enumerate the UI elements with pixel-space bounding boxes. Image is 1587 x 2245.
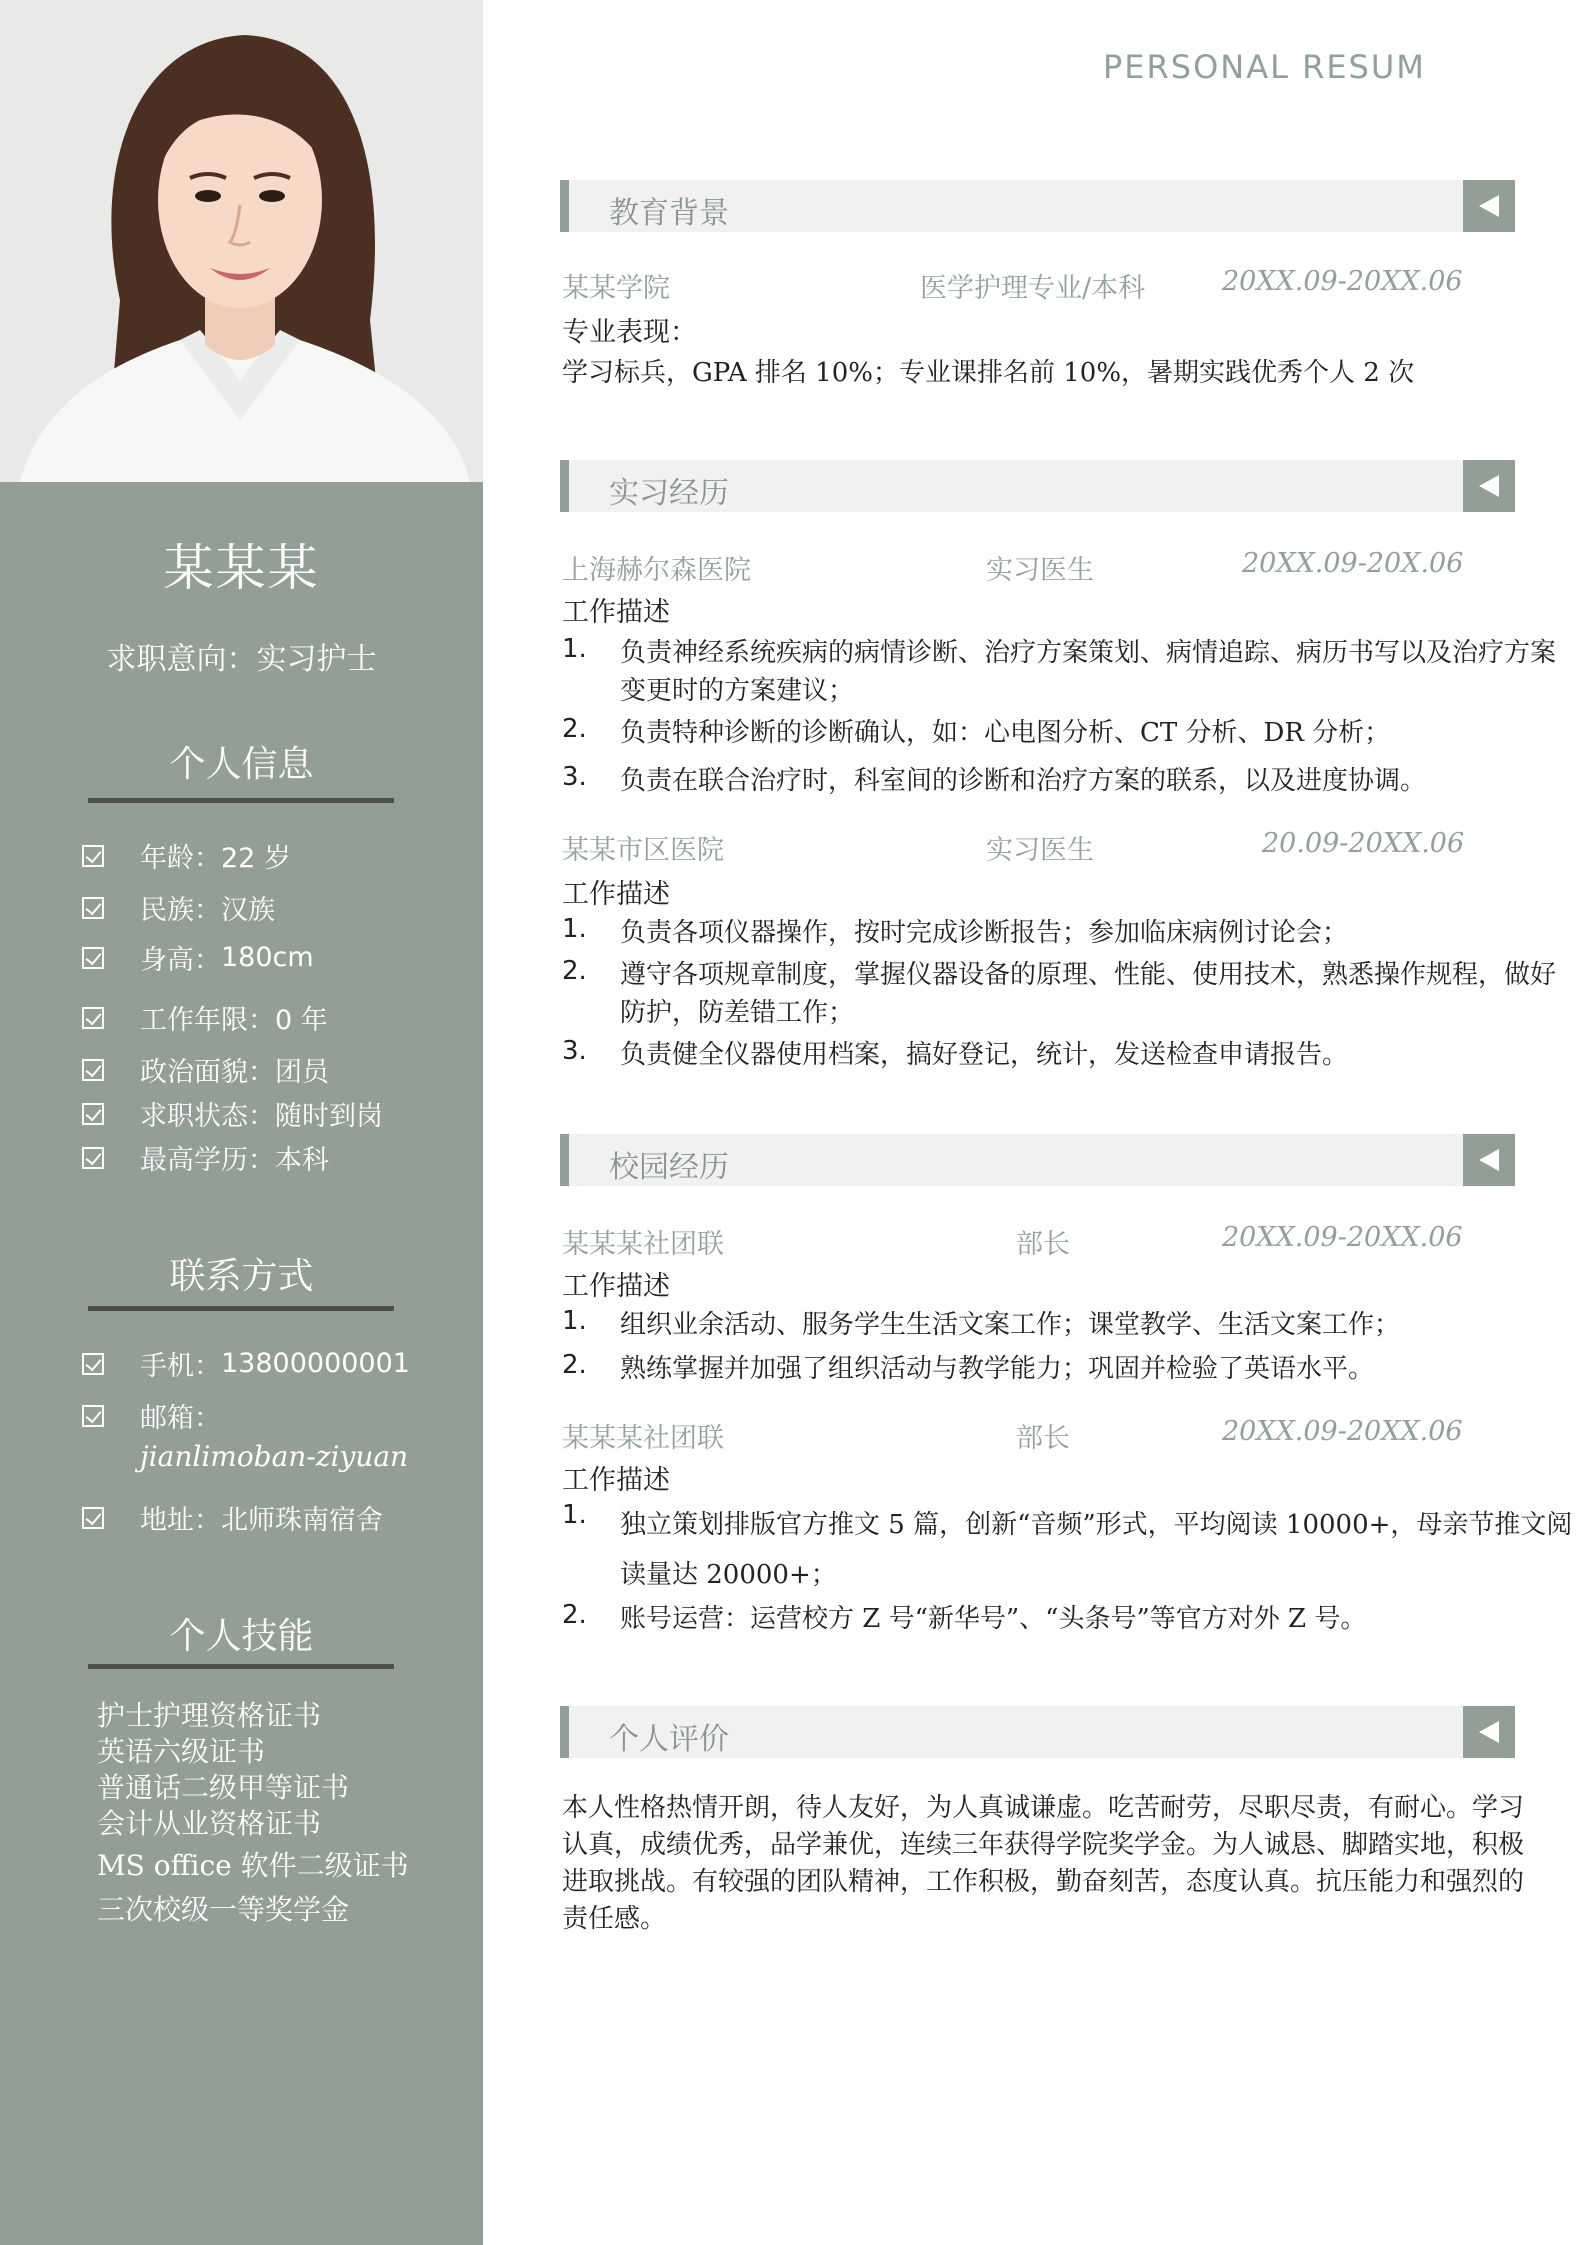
skill-item: 会计从业资格证书 [97, 1807, 322, 1840]
section-title: 校园经历 [609, 1150, 729, 1185]
contact-email-label-row: 邮箱： [82, 1396, 221, 1435]
profile-photo [0, 0, 483, 482]
section-title: 个人评价 [609, 1722, 729, 1757]
resume-title: PERSONAL RESUM [1103, 48, 1426, 86]
contact-heading: 联系方式 [169, 1256, 314, 1297]
education-date: 20XX.09-20XX.06 [1222, 266, 1463, 297]
skill-item: 护士护理资格证书 [97, 1699, 322, 1732]
campus-role: 部长 [1016, 1423, 1070, 1454]
internship-org: 某某市区医院 [562, 835, 724, 866]
section-title: 教育背景 [609, 196, 729, 231]
campus-org: 某某某社团联 [562, 1423, 724, 1454]
internship-role: 实习医生 [986, 835, 1094, 866]
skills-heading: 个人技能 [169, 1616, 314, 1657]
checkbox-icon [82, 947, 104, 969]
campus-date: 20XX.09-20XX.06 [1222, 1222, 1463, 1253]
skills-rule [88, 1664, 394, 1669]
section-internship [560, 460, 1515, 512]
personal-info-rule [88, 798, 394, 803]
info-political: 政治面貌： 团员 [82, 1050, 329, 1089]
candidate-name: 某某某 [163, 539, 320, 597]
info-ethnicity: 民族： 汉族 [82, 888, 275, 927]
skill-item: 三次校级一等奖学金 [97, 1893, 350, 1926]
campus-org: 某某某社团联 [562, 1229, 724, 1260]
skill-item: 普通话二级甲等证书 [97, 1771, 350, 1804]
checkbox-icon [82, 1103, 104, 1125]
evaluation-text: 本人性格热情开朗，待人友好，为人真诚谦虚。吃苦耐劳，尽职尽责，有耐心。学习认真，成绩优秀，品学兼优，连续三年获得学院奖学金。为人诚恳、脚踏实地，积极进取挑战。有较强的团队精神，工作积极，勤奋刻苦，态度认真。抗压能力和强烈的责任感。 [562, 1793, 1525, 1934]
section-title: 实习经历 [609, 476, 729, 511]
personal-info-heading: 个人信息 [169, 744, 314, 785]
campus-date: 20XX.09-20XX.06 [1222, 1416, 1463, 1447]
section-education [560, 180, 1515, 232]
triangle-left-icon [1463, 180, 1515, 232]
contact-address: 地址： 北师珠南宿舍 [82, 1498, 383, 1537]
job-intent: 求职意向：实习护士 [106, 642, 377, 677]
education-perf-text: 学习标兵，GPA 排名 10%；专业课排名前 10%，暑期实践优秀个人 2 次 [562, 358, 1415, 388]
sidebar [0, 0, 483, 2245]
section-evaluation [560, 1706, 1515, 1758]
triangle-left-icon [1463, 1134, 1515, 1186]
campus-role: 部长 [1016, 1229, 1070, 1260]
internship-date: 20.09-20XX.06 [1262, 828, 1465, 859]
triangle-left-icon [1463, 460, 1515, 512]
internship-desc-label: 工作描述 [562, 597, 670, 628]
checkbox-icon [82, 1507, 104, 1529]
info-status: 求职状态： 随时到岗 [82, 1094, 383, 1133]
checkbox-icon [82, 897, 104, 919]
internship-desc-label: 工作描述 [562, 879, 670, 910]
contact-phone: 手机： 13800000001 [82, 1344, 410, 1383]
education-school: 某某学院 [562, 273, 670, 304]
triangle-left-icon [1463, 1706, 1515, 1758]
campus-desc-label: 工作描述 [562, 1465, 670, 1496]
internship-date: 20XX.09-20X.06 [1242, 548, 1464, 579]
skill-item: 英语六级证书 [97, 1735, 266, 1768]
portrait-illustration [0, 0, 483, 482]
checkbox-icon [82, 1147, 104, 1169]
checkbox-icon [82, 845, 104, 867]
contact-rule [88, 1306, 394, 1311]
contact-email: jianlimoban-ziyuan [140, 1440, 409, 1473]
checkbox-icon [82, 1405, 104, 1427]
campus-desc-label: 工作描述 [562, 1271, 670, 1302]
internship-role: 实习医生 [986, 555, 1094, 586]
info-age: 年龄： 22 岁 [82, 836, 291, 875]
info-education: 最高学历： 本科 [82, 1138, 329, 1177]
checkbox-icon [82, 1353, 104, 1375]
internship-org: 上海赫尔森医院 [562, 555, 751, 586]
skill-item: MS office 软件二级证书 [97, 1849, 409, 1882]
section-campus [560, 1134, 1515, 1186]
education-major: 医学护理专业/本科 [920, 273, 1146, 304]
checkbox-icon [82, 1059, 104, 1081]
education-perf-label: 专业表现： [562, 317, 697, 348]
info-work-years: 工作年限： 0 年 [82, 998, 328, 1037]
info-height: 身高： 180cm [82, 938, 314, 977]
checkbox-icon [82, 1007, 104, 1029]
